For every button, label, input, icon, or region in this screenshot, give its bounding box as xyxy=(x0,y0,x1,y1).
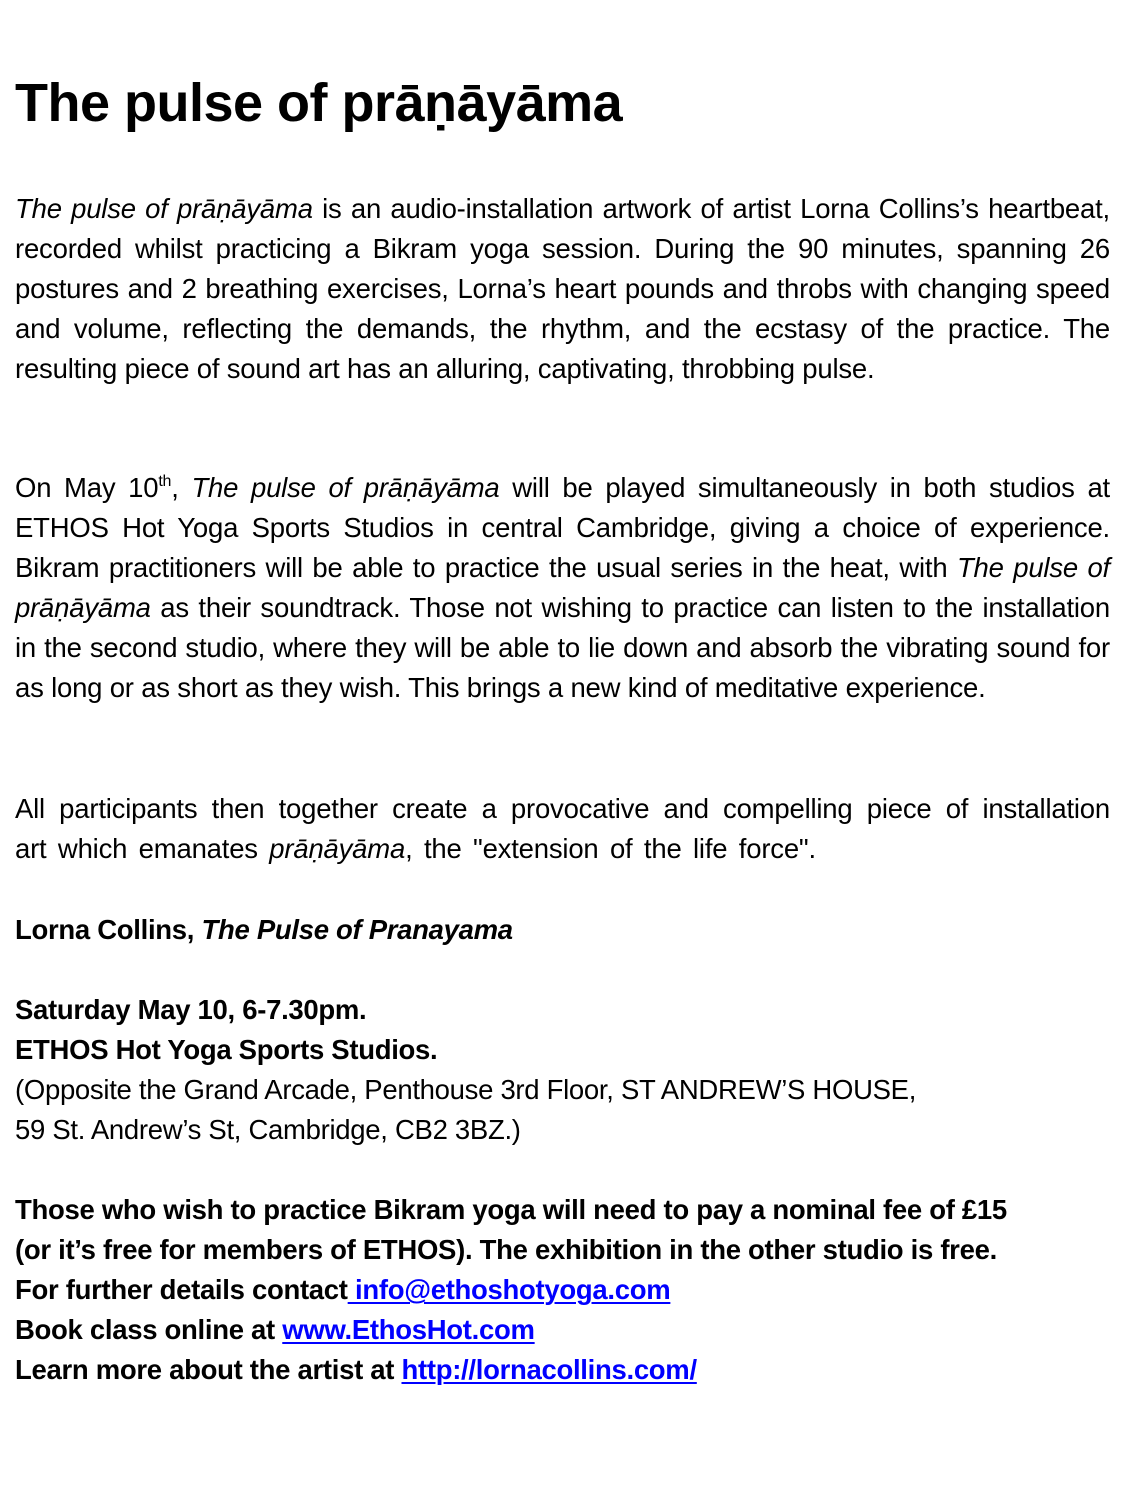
participation-text-1: All participants then together create a provocative and compelling piece of installation art which emanates xyxy=(15,793,1110,864)
pricing-and-contact-block xyxy=(15,1190,1110,1390)
artwork-title-italic: The pulse of prāṇāyāma xyxy=(15,193,313,224)
event-info-block xyxy=(15,990,1110,1150)
artist-website-link[interactable]: http://lornacollins.com/ xyxy=(401,1354,697,1385)
booking-website-link[interactable]: www.EthosHot.com xyxy=(282,1314,535,1345)
fee-line-2: (or it’s free for members of ETHOS). The exhibition in the other studio is free. xyxy=(15,1234,997,1265)
artist-website-line xyxy=(15,1350,1110,1390)
event-date-time: Saturday May 10, 6-7.30pm. xyxy=(15,994,367,1025)
event-address-line-1: (Opposite the Grand Arcade, Penthouse 3rd Floor, ST ANDREW’S HOUSE, xyxy=(15,1074,917,1105)
artist-website-label: Learn more about the artist at xyxy=(15,1354,402,1385)
event-address-line-2: 59 St. Andrew’s St, Cambridge, CB2 3BZ.) xyxy=(15,1114,521,1145)
event-text-2: as their soundtrack. Those not wishing to practice can listen to the installation in the second studio, where they will be able to lie down and absorb the vibrating sound for as long or as short as they wish. This brings a new kind of meditative experience. xyxy=(15,592,1110,703)
contact-email-link[interactable]: info@ethoshotyoga.com xyxy=(347,1274,671,1305)
event-text-1: will be played simultaneously in both studios at ETHOS Hot Yoga Sports Studios in central Cambridge, giving a choice of experience. Bikram practitioners will be able to practice the usual series in the heat, with xyxy=(15,472,1110,583)
booking-line xyxy=(15,1310,1110,1350)
page-title: The pulse of prāṇāyāma xyxy=(15,73,623,133)
artwork-title-italic: The pulse of prāṇāyāma xyxy=(191,472,500,503)
fee-line-1: Those who wish to practice Bikram yoga will need to pay a nominal fee of £15 xyxy=(15,1194,1007,1225)
paragraph-description xyxy=(15,189,1110,389)
artwork-title-italic: The pulse of prāṇāyāma xyxy=(15,552,1110,623)
comma: , xyxy=(171,472,192,503)
ordinal-suffix: th xyxy=(158,473,172,490)
artist-name: Lorna Collins, xyxy=(15,914,202,945)
contact-label: For further details contact xyxy=(15,1274,348,1305)
contact-line xyxy=(15,1270,1110,1310)
event-intro: On May 10 xyxy=(15,472,159,503)
description-text: is an audio-installation artwork of artist Lorna Collins’s heartbeat, recorded whilst practicing a Bikram yoga session. During the 90 minutes, spanning 26 postures and 2 breathing exercises, Lorna’s heart pounds and throbs with changing speed and volume, reflecting the demands, the rhythm, and the ecstasy of the practice. The resulting piece of sound art has an alluring, captivating, throbbing pulse. xyxy=(15,193,1110,384)
artist-credit xyxy=(15,910,1110,950)
pranayama-italic: prāṇāyāma xyxy=(269,833,406,864)
event-venue: ETHOS Hot Yoga Sports Studios. xyxy=(15,1034,438,1065)
work-title: The Pulse of Pranayama xyxy=(201,914,513,945)
booking-label: Book class online at xyxy=(15,1314,283,1345)
paragraph-event-details xyxy=(15,468,1110,708)
participation-text-2: , the "extension of the life force". xyxy=(405,833,816,864)
paragraph-participation xyxy=(15,789,1110,869)
